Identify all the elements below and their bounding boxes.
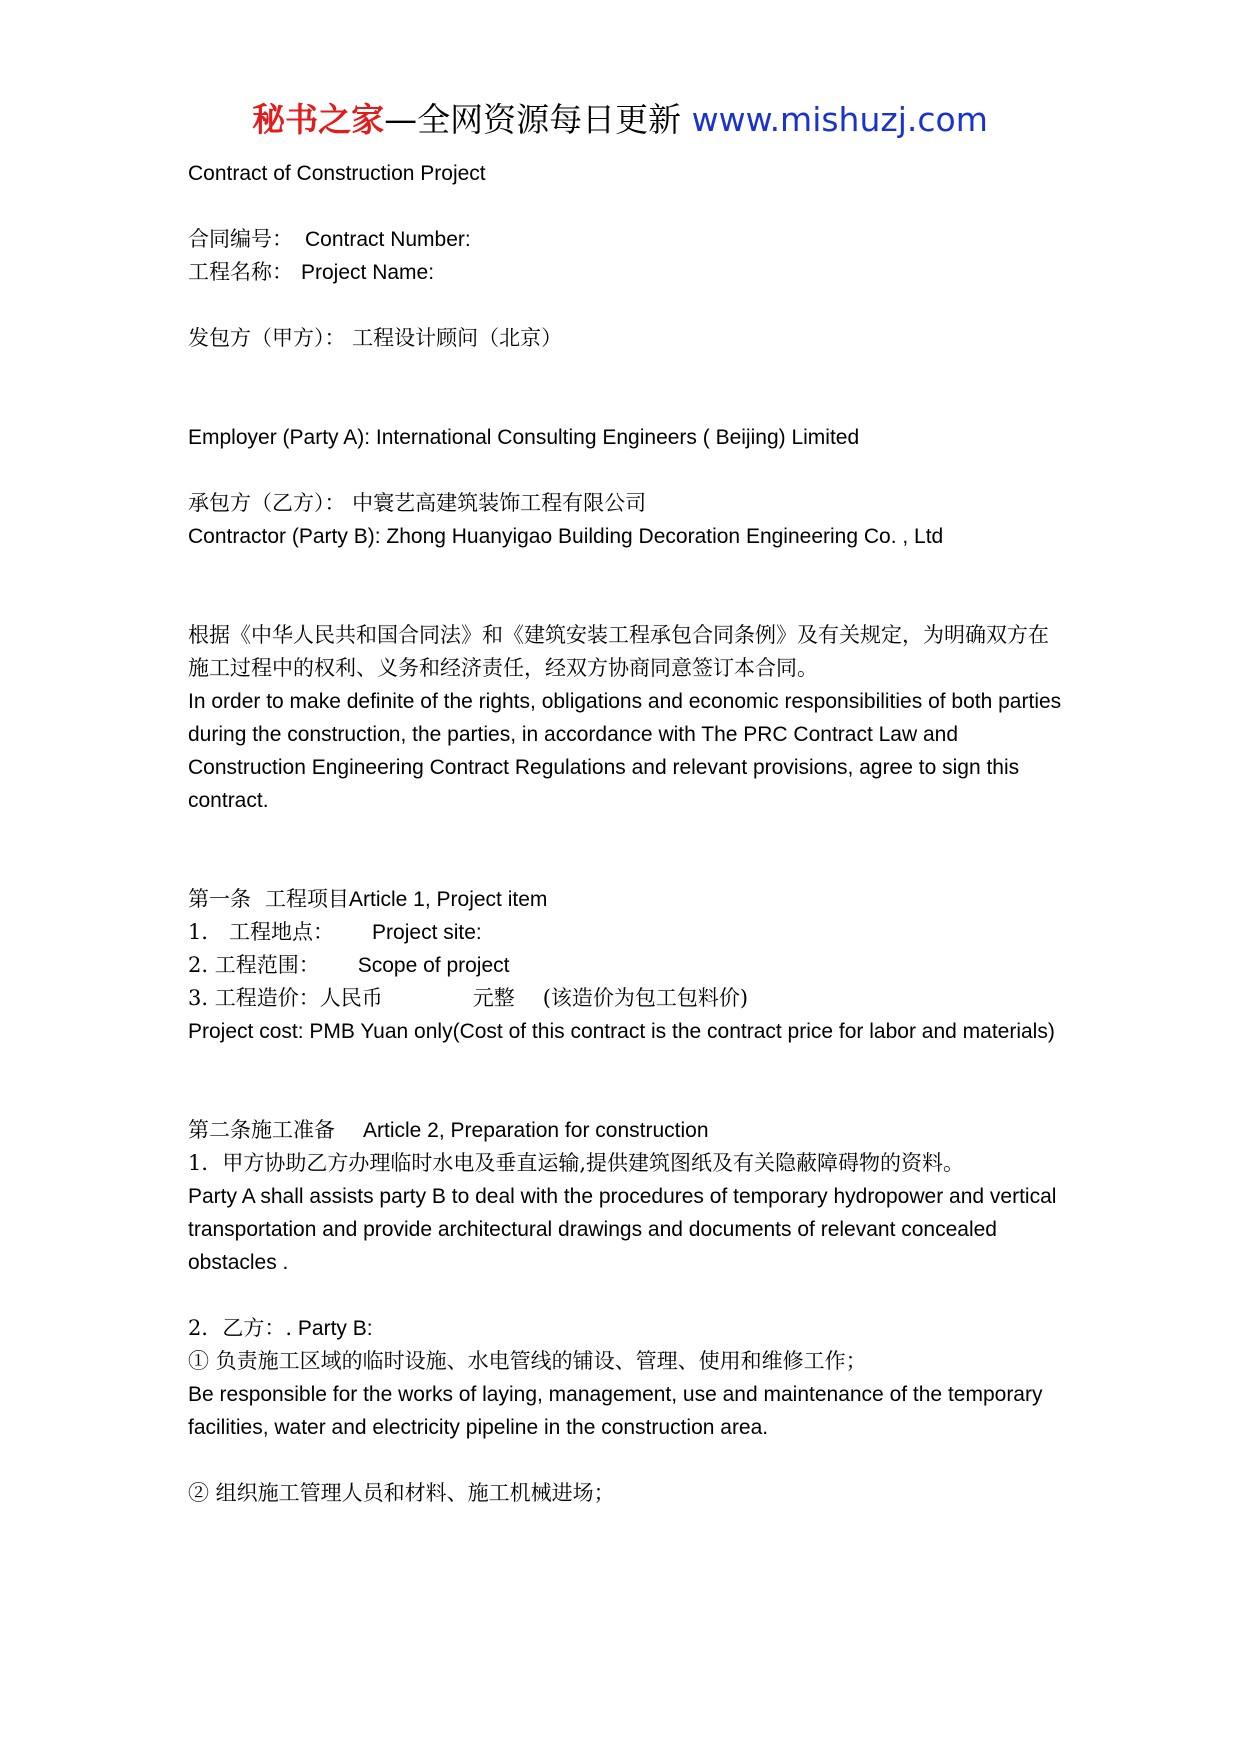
project-scope-label-cn: 2. 工程范围： — [188, 953, 320, 977]
article2-item1-cn: 1．甲方协助乙方办理临时水电及垂直运输,提供建筑图纸及有关隐蔽障碍物的资料。 — [188, 1151, 965, 1175]
project-name-label-en: Project Name: — [301, 261, 435, 284]
project-site-label-cn: 1． 工程地点： — [188, 920, 335, 944]
site-brand: 秘书之家 — [252, 100, 385, 139]
article2-item1-en: Party A shall assists party B to deal with the procedures of temporary hydropower and vertical transportation and provide architectural drawings and documents of relevant concealed obstacles . — [188, 1185, 1057, 1274]
project-scope-label-en: Scope of project — [357, 954, 510, 977]
article2-heading-en: Article 2, Preparation for construction — [363, 1119, 709, 1142]
article2-sub2-cn: ② 组织施工管理人员和材料、施工机械进场； — [188, 1481, 615, 1505]
article2-sub1-en: Be responsible for the works of laying, management, use and maintenance of the temporary facilities, water and electricity pipeline in the construction area. — [188, 1383, 1043, 1439]
contract-body — [188, 157, 1068, 1510]
article1-heading-en: Article 1, Project item — [349, 888, 548, 911]
article1-heading-cn2: 工程项目 — [265, 887, 349, 911]
article1-heading-cn: 第一条 — [188, 887, 251, 911]
article2-heading-cn: 第二条施工准备 — [188, 1118, 335, 1142]
party-b-label-cn: 2．乙方：. — [188, 1316, 293, 1340]
preamble-en: In order to make definite of the rights, obligations and economic responsibilities of both parties during the construction, the parties, in accordance with The PRC Contract Law and Construction Engineering Contract Regulations and relevant provisions, agree to sign this contract. — [188, 690, 1062, 812]
contract-number-row — [188, 223, 1068, 256]
contractor-en: Contractor (Party B): Zhong Huanyigao Building Decoration Engineering Co. , Ltd — [188, 525, 944, 548]
project-name-label-cn: 工程名称： — [188, 260, 293, 284]
project-cost-note-cn: (该造价为包工包料价) — [542, 986, 749, 1010]
article2-sub1-cn: ① 负责施工区域的临时设施、水电管线的铺设、管理、使用和维修工作； — [188, 1349, 867, 1373]
document-title: Contract of Construction Project — [188, 162, 486, 185]
article1-item1 — [188, 916, 1068, 949]
preamble-cn: 根据《中华人民共和国合同法》和《建筑安装工程承包合同条例》及有关规定，为明确双方在施工过程中的权利、义务和经济责任，经双方协商同意签订本合同。 — [188, 623, 1049, 680]
project-cost-en: Project cost: PMB Yuan only(Cost of this contract is the contract price for labor and materials) — [188, 1020, 1055, 1043]
contractor-cn: 承包方（乙方）： 中寰艺高建筑装饰工程有限公司 — [188, 491, 647, 515]
contract-number-label-en: Contract Number: — [305, 228, 471, 251]
employer-en: Employer (Party A): International Consulting Engineers ( Beijing) Limited — [188, 426, 860, 449]
employer-cn: 发包方（甲方）： 工程设计顾问（北京） — [188, 326, 563, 350]
project-cost-unit-cn: 元整 — [472, 986, 515, 1010]
project-cost-label-cn: 3. 工程造价：人民币 — [188, 986, 383, 1010]
article2-item2 — [188, 1312, 1068, 1345]
project-site-label-en: Project site: — [372, 921, 482, 944]
article2-heading — [188, 1114, 1068, 1147]
contract-number-label-cn: 合同编号： — [188, 227, 293, 251]
article1-heading — [188, 883, 1068, 916]
article1-item2 — [188, 949, 1068, 982]
party-b-label-en: Party B: — [297, 1317, 373, 1340]
site-url-link[interactable]: www.mishuzj.com — [691, 100, 988, 139]
article1-item3 — [188, 982, 1068, 1015]
site-header — [0, 98, 1240, 142]
project-name-row — [188, 256, 1068, 289]
site-slogan: —全网资源每日更新 — [384, 100, 692, 139]
